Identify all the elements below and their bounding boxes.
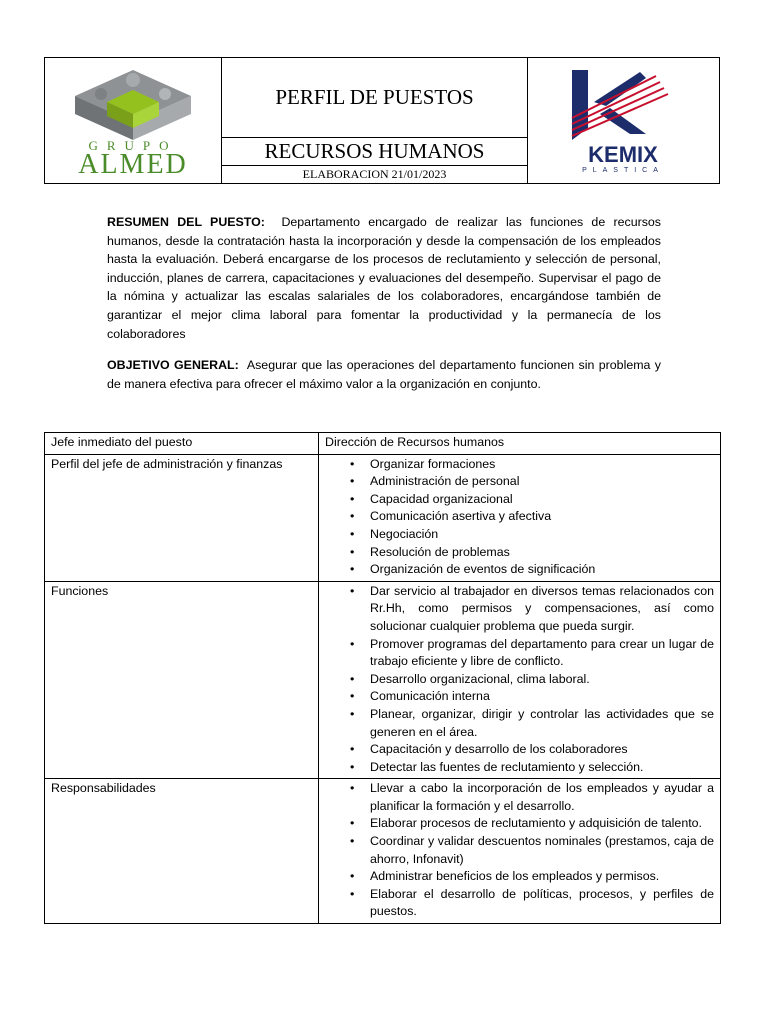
- list-item: • Negociación: [370, 526, 714, 544]
- list-item: • Elaborar procesos de reclutamiento y adquisición de talento.: [370, 815, 714, 833]
- general-objective-text: Asegurar que las operaciones del departamento funcionen sin problema y de manera efectiva para ofrecer el máximo valor a la organización en conjunto.: [107, 358, 662, 391]
- list-item: • Llevar a cabo la incorporación de los empleados y ayudar a planificar la formación y el desarrollo.: [370, 780, 714, 815]
- list-item: • Capacitación y desarrollo de los colaboradores: [370, 741, 714, 759]
- svg-text:GRUPO: GRUPO: [88, 138, 178, 153]
- responsibilities-list: [325, 780, 714, 921]
- job-summary-label: RESUMEN DEL PUESTO:: [107, 215, 265, 229]
- list-item: • Coordinar y validar descuentos nominales (prestamos, caja de ahorro, Infonavit): [370, 833, 714, 868]
- list-item: • Desarrollo organizacional, clima laboral.: [370, 671, 714, 689]
- table-cell-label: Funciones: [45, 581, 319, 779]
- job-summary-text: Departamento encargado de realizar las funciones de recursos humanos, desde la contratación hasta la incorporación y desde la compensación de los empleados hasta la evaluación. Deberá encargarse de los procesos de reclutamiento y selección de personal, inducción, planes de carrera, capacitaciones y evaluaciones del desempeño. Supervisar el pago de la nómina y actualizar las escalas salariales de los colaboradores, encargándose también de garantizar el mejor clima laboral para fomentar la productividad y la permanecía de los colaboradores: [107, 215, 661, 341]
- list-item: • Promover programas del departamento para crear un lugar de trabajo eficiente y libre de conflicto.: [370, 636, 714, 671]
- list-item: • Planear, organizar, dirigir y controlar las actividades que se generen en el área.: [370, 706, 714, 741]
- list-item: • Organización de eventos de significación: [370, 561, 714, 579]
- header-table: [44, 57, 720, 184]
- department-title: RECURSOS HUMANOS: [222, 138, 527, 166]
- list-item: • Elaborar el desarrollo de políticas, procesos, y perfiles de puestos.: [370, 886, 714, 921]
- elaboration-date: ELABORACION 21/01/2023: [302, 167, 447, 181]
- table-cell-label: Perfil del jefe de administración y finanzas: [45, 454, 319, 581]
- list-item: • Comunicación asertiva y afectiva: [370, 508, 714, 526]
- list-item: • Detectar las fuentes de reclutamiento y selección.: [370, 759, 714, 777]
- svg-text:PLASTICA: PLASTICA: [582, 167, 664, 174]
- table-cell-value: Dirección de Recursos humanos: [319, 433, 721, 455]
- job-details-table: [44, 432, 721, 924]
- general-objective-label: OBJETIVO GENERAL:: [107, 358, 239, 372]
- table-row: [45, 433, 721, 455]
- svg-text:KEMIX: KEMIX: [588, 142, 658, 167]
- functions-list: [325, 583, 714, 777]
- document-title: PERFIL DE PUESTOS: [222, 58, 527, 138]
- list-item: • Dar servicio al trabajador en diversos temas relacionados con Rr.Hh, como permisos y compensaciones, así como solucionar cualquier problema que pueda surgir.: [370, 583, 714, 636]
- kemix-logo: [527, 58, 719, 183]
- job-summary: [107, 213, 661, 343]
- table-cell-list: [319, 581, 721, 779]
- list-item: • Administración de personal: [370, 473, 714, 491]
- list-item: • Comunicación interna: [370, 688, 714, 706]
- table-cell-label: Responsabilidades: [45, 779, 319, 924]
- table-row: [45, 454, 721, 581]
- list-item: • Administrar beneficios de los empleados y permisos.: [370, 868, 714, 886]
- table-cell-label: Jefe inmediato del puesto: [45, 433, 319, 455]
- competencies-list: [325, 456, 714, 579]
- table-cell-list: [319, 454, 721, 581]
- kemix-k-icon: [528, 58, 718, 183]
- table-cell-list: [319, 779, 721, 924]
- general-objective: [107, 356, 661, 393]
- grupo-almed-logo: [45, 58, 222, 183]
- svg-text:ALMED: ALMED: [78, 149, 188, 180]
- table-row: [45, 779, 721, 924]
- list-item: • Organizar formaciones: [370, 456, 714, 474]
- table-row: [45, 581, 721, 779]
- list-item: • Resolución de problemas: [370, 544, 714, 562]
- list-item: • Capacidad organizacional: [370, 491, 714, 509]
- puzzle-logo-icon: [45, 58, 221, 183]
